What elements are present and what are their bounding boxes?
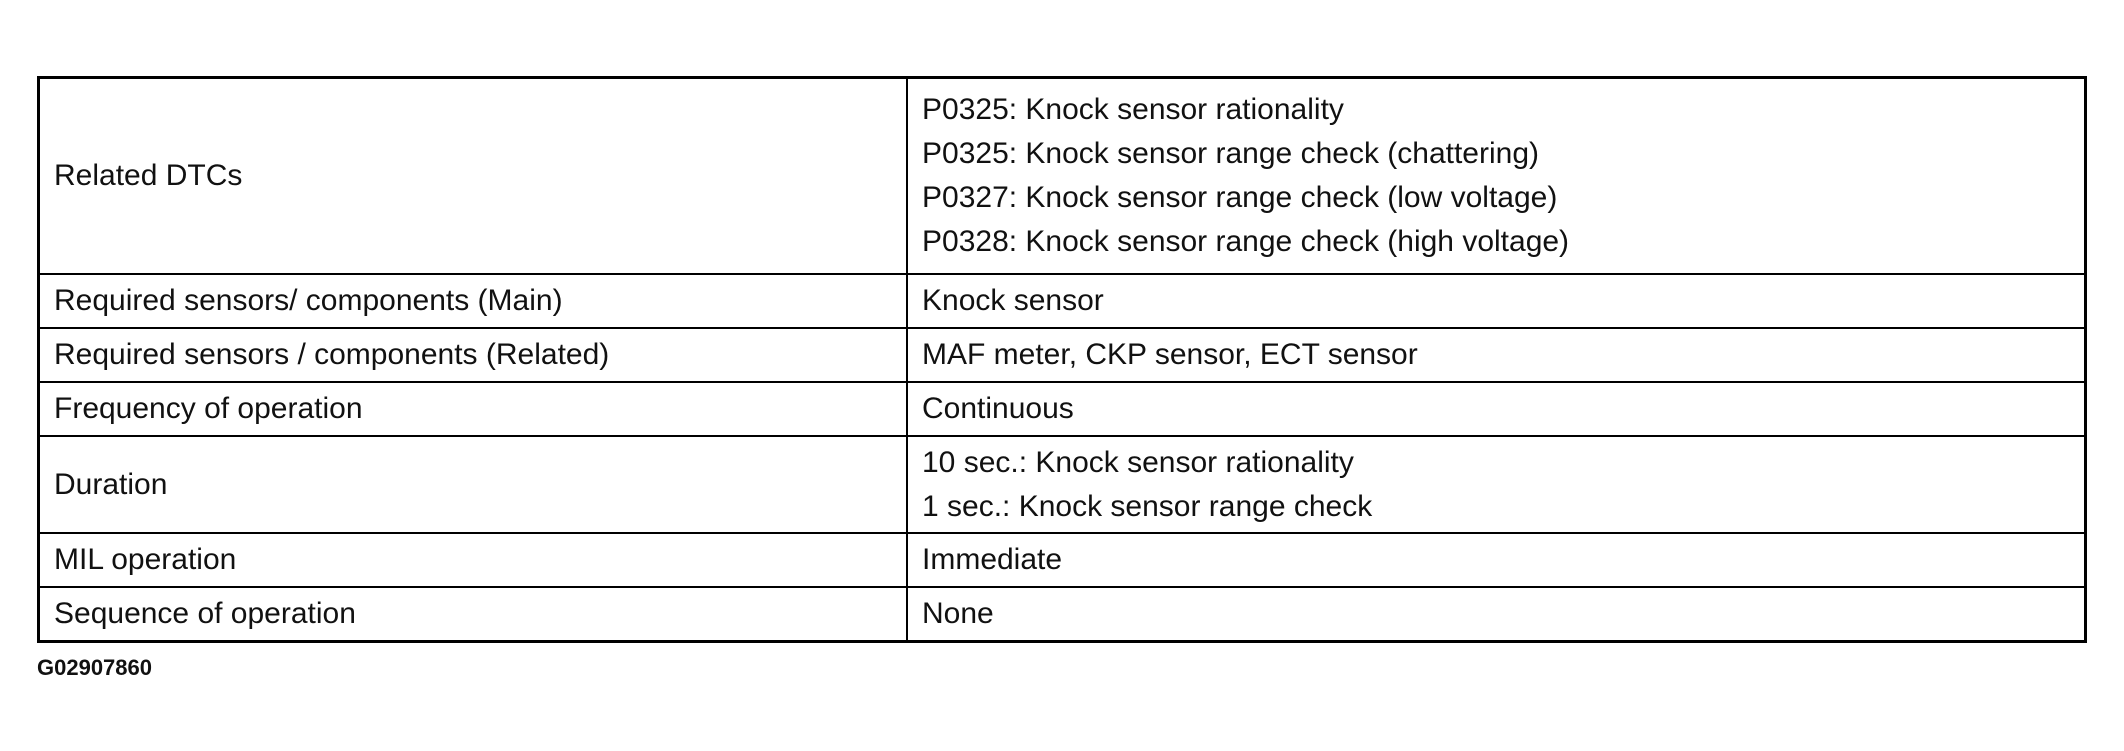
- value-line: 10 sec.: Knock sensor rationality: [922, 445, 1354, 479]
- value-cell: [907, 274, 2086, 328]
- table-row: [39, 328, 2086, 382]
- value-cell: [907, 78, 2086, 275]
- value-line: Immediate: [922, 543, 1063, 576]
- parameter-cell: Duration: [39, 436, 908, 533]
- value-line: Continuous: [922, 392, 1074, 425]
- table-row: [39, 587, 2086, 642]
- value-line: MAF meter, CKP sensor, ECT sensor: [922, 338, 1418, 371]
- value-cell: [907, 533, 2086, 587]
- table-row: [39, 533, 2086, 587]
- value-line: P0325: Knock sensor rationality: [922, 93, 1344, 126]
- table-row: [39, 436, 2086, 533]
- parameter-cell: Frequency of operation: [39, 382, 908, 436]
- parameter-cell: MIL operation: [39, 533, 908, 587]
- value-line: P0327: Knock sensor range check (low voltage): [922, 181, 1558, 214]
- value-line: P0328: Knock sensor range check (high voltage): [922, 225, 1570, 258]
- figure-id-label: G02907860: [37, 655, 152, 680]
- value-cell: [907, 587, 2086, 642]
- value-cell: [907, 436, 2086, 533]
- parameter-cell: Required sensors/ components (Main): [39, 274, 908, 328]
- specification-table: [37, 76, 2087, 643]
- value-line: P0325: Knock sensor range check (chattering): [922, 137, 1540, 170]
- value-line: 1 sec.: Knock sensor range check: [922, 489, 1373, 523]
- value-line: None: [922, 597, 994, 630]
- value-line: Knock sensor: [922, 284, 1104, 317]
- value-cell: [907, 328, 2086, 382]
- table-row: [39, 274, 2086, 328]
- table-row: [39, 78, 2086, 275]
- parameter-cell: Required sensors / components (Related): [39, 328, 908, 382]
- table-row: [39, 382, 2086, 436]
- parameter-cell: Sequence of operation: [39, 587, 908, 642]
- parameter-cell: Related DTCs: [39, 78, 908, 275]
- value-cell: [907, 382, 2086, 436]
